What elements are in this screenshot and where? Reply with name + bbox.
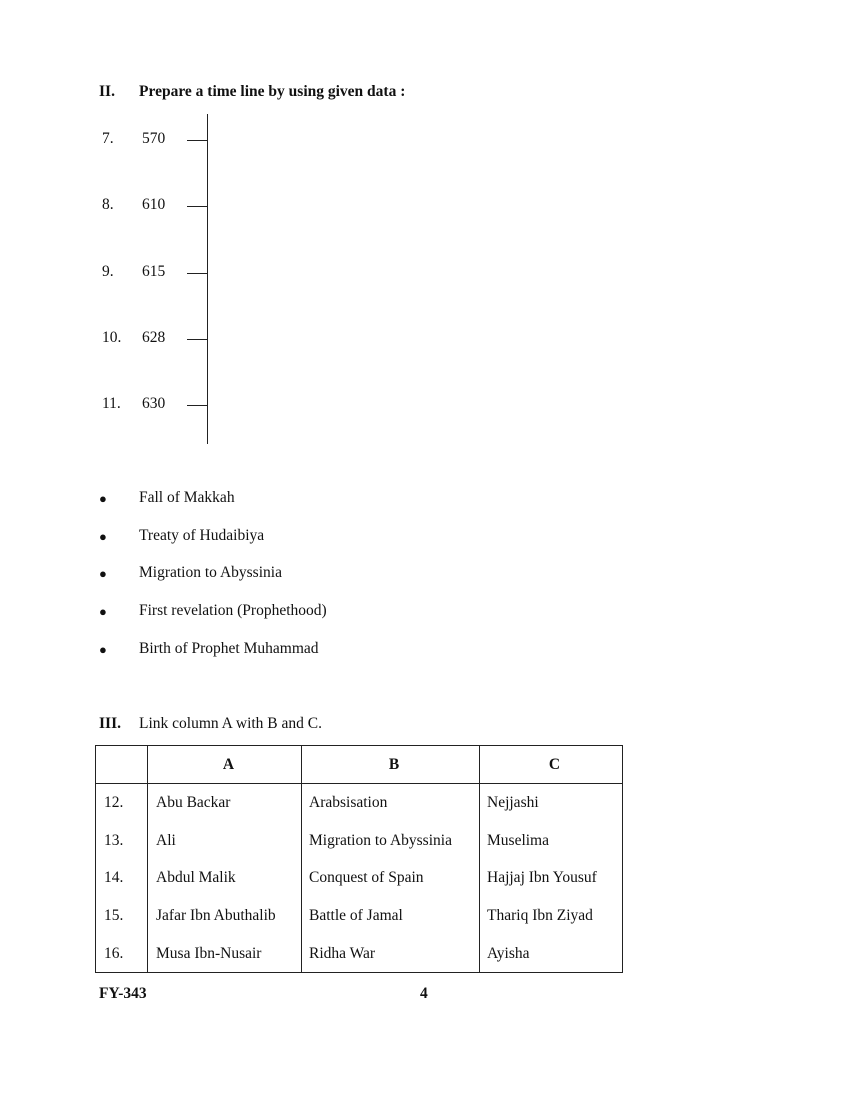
timeline-year: 615 bbox=[142, 263, 166, 280]
table-header-row bbox=[96, 746, 623, 784]
question-number: 9. bbox=[102, 263, 114, 280]
section-2-heading: Prepare a time line by using given data : bbox=[139, 83, 406, 100]
link-table bbox=[95, 745, 623, 973]
event-text: Migration to Abyssinia bbox=[139, 564, 282, 581]
question-number: 11. bbox=[102, 395, 121, 412]
cell-c: Ayisha bbox=[480, 935, 623, 973]
table-row bbox=[96, 935, 623, 973]
table-row bbox=[96, 897, 623, 935]
column-header-b: B bbox=[302, 746, 480, 784]
cell-b: Conquest of Spain bbox=[302, 859, 480, 897]
cell-c: Thariq Ibn Ziyad bbox=[480, 897, 623, 935]
cell-a: Jafar Ibn Abuthalib bbox=[148, 897, 302, 935]
paper-code: FY-343 bbox=[99, 985, 147, 1002]
cell-a: Ali bbox=[148, 822, 302, 860]
list-item bbox=[0, 489, 400, 509]
event-text: Birth of Prophet Muhammad bbox=[139, 640, 319, 657]
column-header bbox=[96, 746, 148, 784]
section-3-numeral: III. bbox=[99, 715, 121, 732]
cell-a: Musa Ibn-Nusair bbox=[148, 935, 302, 973]
section-2-numeral: II. bbox=[99, 83, 115, 100]
question-number: 13. bbox=[96, 822, 148, 860]
question-number: 16. bbox=[96, 935, 148, 973]
table-row bbox=[96, 784, 623, 822]
bullet-icon: ● bbox=[99, 529, 107, 544]
timeline-entry bbox=[0, 329, 220, 349]
table-row bbox=[96, 822, 623, 860]
cell-b: Battle of Jamal bbox=[302, 897, 480, 935]
column-header-a: A bbox=[148, 746, 302, 784]
bullet-icon: ● bbox=[99, 566, 107, 581]
timeline-entry bbox=[0, 263, 220, 283]
timeline-tick bbox=[187, 140, 207, 141]
timeline-tick bbox=[187, 206, 207, 207]
page-number: 4 bbox=[420, 985, 428, 1002]
question-number: 14. bbox=[96, 859, 148, 897]
question-number: 7. bbox=[102, 130, 114, 147]
question-number: 10. bbox=[102, 329, 122, 346]
bullet-icon: ● bbox=[99, 642, 107, 657]
list-item bbox=[0, 602, 400, 622]
timeline-year: 628 bbox=[142, 329, 166, 346]
question-number: 15. bbox=[96, 897, 148, 935]
question-number: 12. bbox=[96, 784, 148, 822]
timeline-tick bbox=[187, 405, 207, 406]
timeline-entry bbox=[0, 130, 220, 150]
cell-c: Nejjashi bbox=[480, 784, 623, 822]
bullet-icon: ● bbox=[99, 491, 107, 506]
event-text: Fall of Makkah bbox=[139, 489, 235, 506]
cell-a: Abu Backar bbox=[148, 784, 302, 822]
cell-a: Abdul Malik bbox=[148, 859, 302, 897]
list-item bbox=[0, 527, 400, 547]
list-item bbox=[0, 640, 400, 660]
timeline-tick bbox=[187, 339, 207, 340]
timeline-entry bbox=[0, 395, 220, 415]
table-row bbox=[96, 859, 623, 897]
timeline-year: 610 bbox=[142, 196, 166, 213]
cell-c: Muselima bbox=[480, 822, 623, 860]
timeline-tick bbox=[187, 273, 207, 274]
question-number: 8. bbox=[102, 196, 114, 213]
cell-b: Migration to Abyssinia bbox=[302, 822, 480, 860]
timeline-year: 630 bbox=[142, 395, 166, 412]
event-text: Treaty of Hudaibiya bbox=[139, 527, 265, 544]
bullet-icon: ● bbox=[99, 604, 107, 619]
list-item bbox=[0, 564, 400, 584]
timeline-year: 570 bbox=[142, 130, 166, 147]
column-header-c: C bbox=[480, 746, 623, 784]
event-text: First revelation (Prophethood) bbox=[139, 602, 327, 619]
cell-b: Ridha War bbox=[302, 935, 480, 973]
timeline-entry bbox=[0, 196, 220, 216]
cell-b: Arabsisation bbox=[302, 784, 480, 822]
cell-c: Hajjaj Ibn Yousuf bbox=[480, 859, 623, 897]
section-3-heading: Link column A with B and C. bbox=[139, 715, 322, 732]
